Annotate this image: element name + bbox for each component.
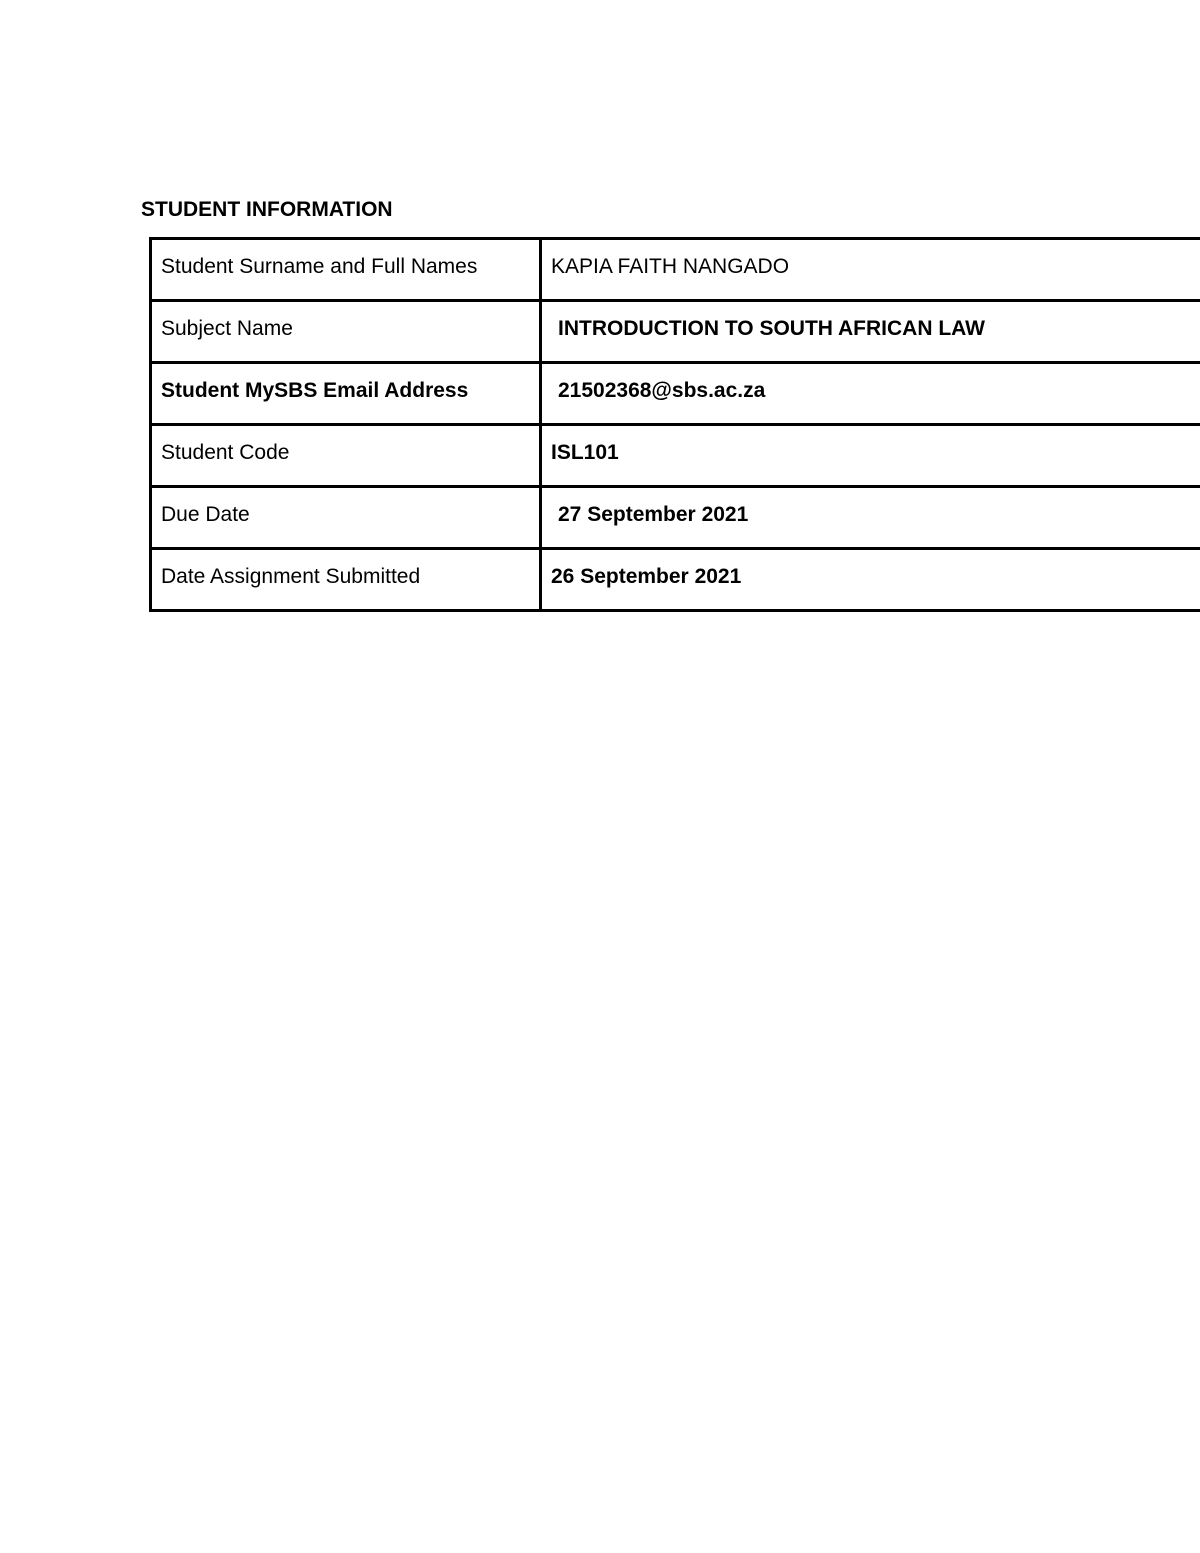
page-title: STUDENT INFORMATION [141,198,393,221]
table-row [152,302,1200,364]
row-label-due-date: Due Date [152,488,542,547]
row-value-email: 21502368@sbs.ac.za [558,379,766,402]
table-row [152,240,1200,302]
row-value-date-submitted: 26 September 2021 [551,565,742,588]
row-value-due-date: 27 September 2021 [558,503,749,526]
row-label-full-names: Student Surname and Full Names [152,240,542,299]
row-value-full-names: KAPIA FAITH NANGADO [551,255,790,278]
row-label-email: Student MySBS Email Address [152,364,542,423]
student-info-table [149,237,1200,612]
row-value-subject-name: INTRODUCTION TO SOUTH AFRICAN LAW [558,317,985,340]
table-row [152,364,1200,426]
row-label-date-submitted: Date Assignment Submitted [152,550,542,609]
table-row [152,488,1200,550]
row-value-student-code: ISL101 [551,441,619,464]
row-label-student-code: Student Code [152,426,542,485]
table-row [152,550,1200,612]
table-row [152,426,1200,488]
row-label-subject-name: Subject Name [152,302,542,361]
